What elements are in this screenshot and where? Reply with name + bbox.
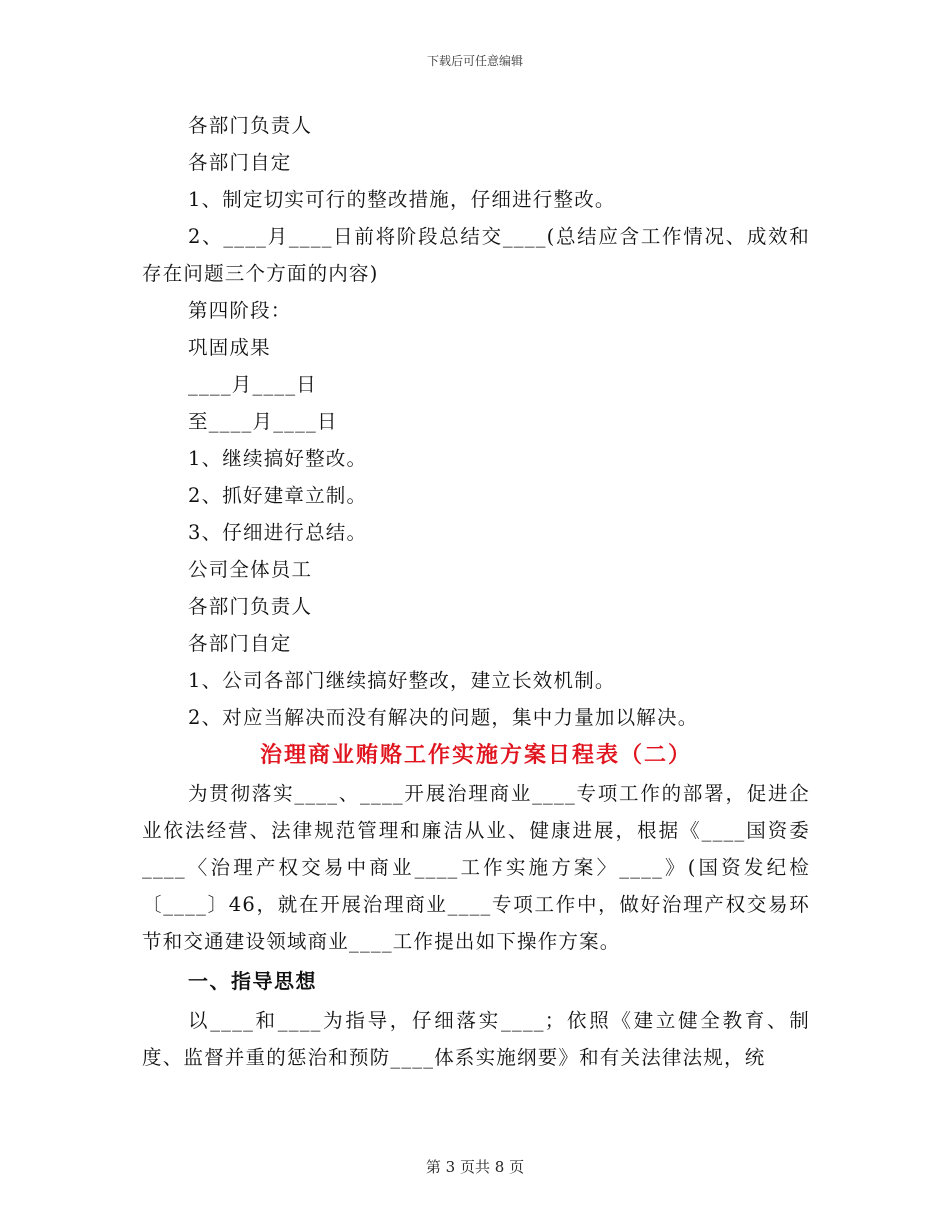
- stage-label: 第四阶段：: [188, 299, 292, 322]
- text-line: 公司全体员工: [188, 558, 313, 581]
- text-line: 2、____月____日前将阶段总结交____(总结应含工作情况、成效和存在问题三个方面的内容): [142, 225, 810, 285]
- text-line: 1、制定切实可行的整改措施，仔细进行整改。: [188, 188, 616, 211]
- page-header: 下载后可任意编辑: [426, 54, 523, 68]
- text-line: 各部门负责人: [188, 114, 313, 137]
- text-line: 各部门自定: [188, 632, 292, 655]
- date-line: 至____月____日: [188, 410, 338, 433]
- document-body: [142, 107, 810, 1076]
- section-title: 治理商业贿赂工作实施方案日程表（二）: [259, 742, 692, 768]
- text-line: 2、对应当解决而没有解决的问题，集中力量加以解决。: [188, 706, 699, 729]
- paragraph: 为贯彻落实____、____开展治理商业____专项工作的部署，促进企业依法经营、法律规范管理和廉洁从业、健康进展，根据《____国资委____〈治理产权交易中商业____工作实施方案〉____》(国资发纪检〔____〕46，就在开展治理商业____专项工作中，做好治理产权交易环节和交通建设领域商业____工作提出如下操作方案。: [142, 782, 810, 953]
- text-line: 2、抓好建章立制。: [188, 484, 368, 507]
- text-line: 各部门负责人: [188, 595, 313, 618]
- date-line: ____月____日: [188, 373, 317, 396]
- text-line: 1、公司各部门继续搞好整改，建立长效机制。: [188, 669, 616, 692]
- text-line: 3、仔细进行总结。: [188, 521, 368, 544]
- page-footer: 第 3 页共 8 页: [425, 1158, 525, 1176]
- text-line: 各部门自定: [188, 151, 292, 174]
- section-heading: 一、指导思想: [188, 969, 317, 993]
- paragraph: 以____和____为指导，仔细落实____；依照《建立健全教育、制度、监督并重的惩治和预防____体系实施纲要》和有关法律法规，统: [142, 1009, 810, 1069]
- text-line: 巩固成果: [188, 336, 271, 359]
- text-line: 1、继续搞好整改。: [188, 447, 368, 470]
